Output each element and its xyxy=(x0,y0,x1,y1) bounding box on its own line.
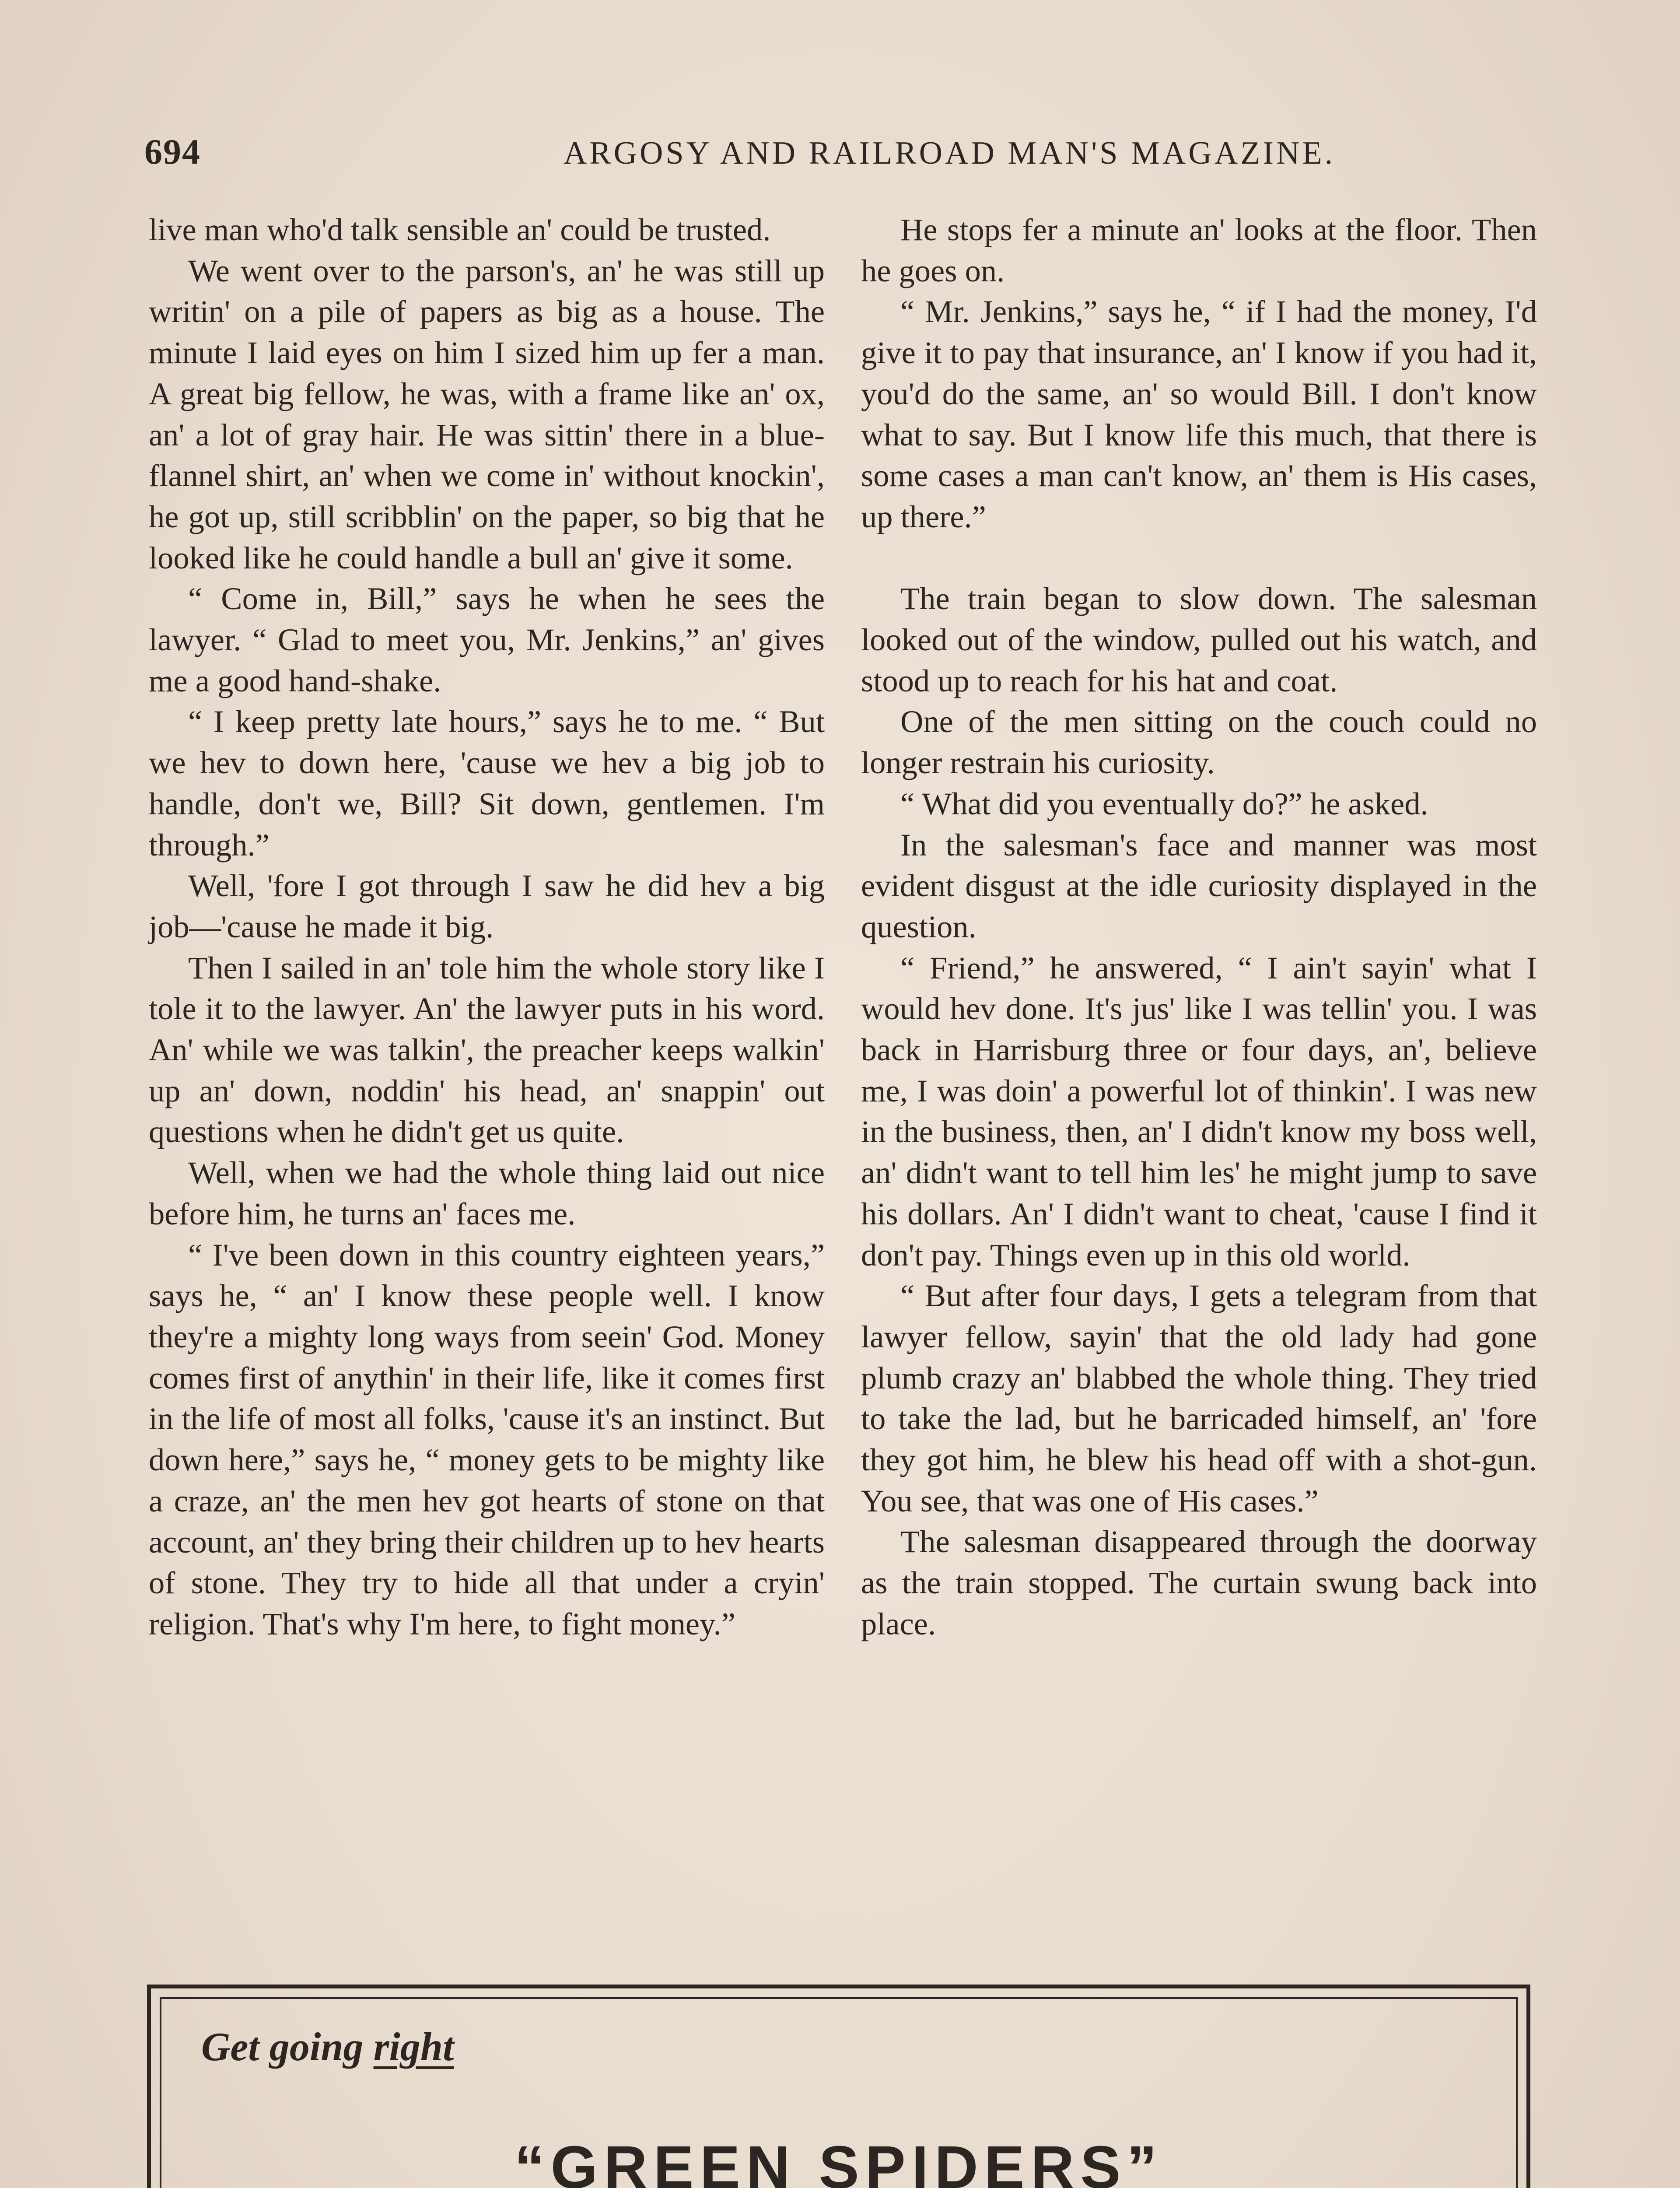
paragraph: Well, 'fore I got through I saw he did hev a big job—'cause he made it big. xyxy=(149,868,825,944)
right-column xyxy=(861,209,1537,1645)
paragraph: “ I keep pretty late hours,” says he to me. “ But we hev to down here, 'cause we hev a big job to handle, don't we, Bill? Sit down, gentlemen. I'm through.” xyxy=(149,704,825,863)
paragraph: The salesman disappeared through the doorway as the train stopped. The curtain swung back into place. xyxy=(861,1524,1537,1641)
page-header xyxy=(144,131,1540,184)
advertisement-box xyxy=(147,1985,1530,2188)
paragraph: live man who'd talk sensible an' could be trusted. xyxy=(149,212,771,247)
page-number: 694 xyxy=(144,132,201,172)
paragraph: “ Come in, Bill,” says he when he sees the lawyer. “ Glad to meet you, Mr. Jenkins,” an' gives me a good hand-shake. xyxy=(149,581,825,698)
paragraph: “ But after four days, I gets a telegram from that lawyer fellow, sayin' that the old lady had gone plumb crazy an' blabbed the whole thing. They tried to take the lad, but he barricaded himself, an' 'fore they got him, he blew his head off with a shot-gun. You see, that was one of His cases.” xyxy=(861,1278,1537,1518)
paragraph: He stops fer a minute an' looks at the floor. Then he goes on. xyxy=(861,212,1537,288)
ad-tagline xyxy=(201,2023,454,2070)
left-column xyxy=(149,209,825,1645)
running-head: ARGOSY AND RAILROAD MAN'S MAGAZINE. xyxy=(563,135,1336,171)
paragraph: One of the men sitting on the couch could no longer restrain his curiosity. xyxy=(861,704,1537,781)
paragraph: The train began to slow down. The salesman looked out of the window, pulled out his watch, and stood up to reach for his hat and coat. xyxy=(861,581,1537,698)
paragraph: Then I sailed in an' tole him the whole story like I tole it to the lawyer. An' the lawyer puts in his word. An' while we was talkin', the preacher keeps walkin' up an' down, noddin' his head, an' snappin' out questions when he didn't get us quite. xyxy=(149,950,825,1150)
ad-tagline-underlined: right xyxy=(373,2024,454,2069)
paragraph: “ Mr. Jenkins,” says he, “ if I had the money, I'd give it to pay that insurance, an' I know if you had it, you'd do the same, an' so would Bill. I don't know what to say. But I know life this much, that there is some cases a man can't know, an' them is His cases, up there.” xyxy=(861,294,1537,534)
section-break xyxy=(861,537,1537,579)
paragraph: We went over to the parson's, an' he was still up writin' on a pile of papers as big as a house. The minute I laid eyes on him I sized him up fer a man. A great big fellow, he was, with a frame like an' ox, an' a lot of gray hair. He was sittin' there in a blue-flannel shirt, an' when we come in' without knockin', he got up, still scribblin' on the paper, so big that he looked like he could handle a bull an' give it some. xyxy=(149,252,825,575)
paragraph: In the salesman's face and manner was most evident disgust at the idle curiosity displayed in the question. xyxy=(861,827,1537,944)
paragraph: “ Friend,” he answered, “ I ain't sayin' what I would hev done. It's jus' like I was tellin' you. I was back in Harrisburg three or four days, an', believe me, I was doin' a powerful lot of thinkin'. I was new in the business, then, an' I didn't know my boss well, an' didn't want to tell him les' he might jump to save his dollars. An' I didn't want to cheat, 'cause I find it don't pay. Things even up in this old world. xyxy=(861,950,1537,1273)
paragraph: Well, when we had the whole thing laid out nice before him, he turns an' faces me. xyxy=(149,1155,825,1231)
ad-story-title: “GREEN SPIDERS” xyxy=(514,2134,1163,2188)
ad-tagline-text: Get going xyxy=(201,2024,364,2069)
paragraph: “ I've been down in this country eighteen years,” says he, “ an' I know these people well. I know they're a mighty long ways from seein' God. Money comes first of anythin' in their life, like it comes first in the life of most all folks, 'cause it's an instinct. But down here,” says he, “ money gets to be mighty like a craze, an' the men hev got hearts of stone on that account, an' they bring their children up to hev hearts of stone. They try to hide all that under a cryin' religion. That's why I'm here, to fight money.” xyxy=(149,1237,825,1641)
paragraph: “ What did you eventually do?” he asked. xyxy=(900,785,1428,821)
